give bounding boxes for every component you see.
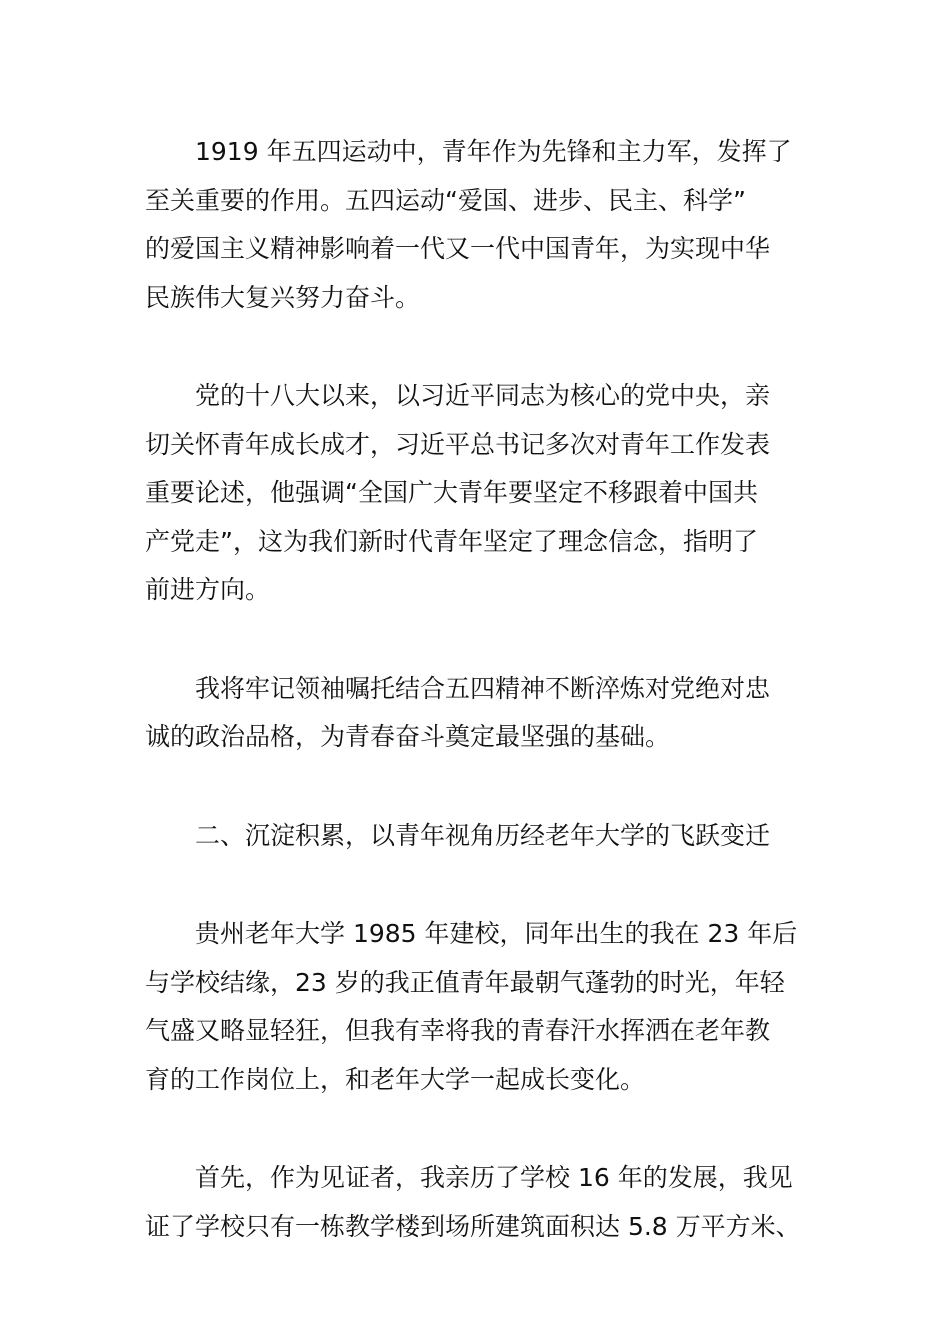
paragraph-line: 党的十八大以来，以习近平同志为核心的党中央，亲 <box>195 381 771 410</box>
paragraph-line: 证了学校只有一栋教学楼到场所建筑面积达 5.8 万平方米、 <box>145 1211 801 1241</box>
paragraph-line: 诚的政治品格，为青春奋斗奠定最坚强的基础。 <box>145 722 671 751</box>
paragraph-may-fourth <box>145 128 807 322</box>
paragraph-line: 1919 年五四运动中，青年作为先锋和主力军，发挥了 <box>195 137 792 166</box>
paragraph-pledge <box>145 665 807 762</box>
paragraph-line: 至关重要的作用。五四运动“爱国、进步、民主、科学” <box>145 185 746 215</box>
paragraph-party-congress <box>145 372 807 615</box>
section-heading-two <box>145 812 807 861</box>
paragraph-line: 民族伟大复兴努力奋斗。 <box>145 282 421 312</box>
paragraph-line: 产党走”，这为我们新时代青年坚定了理念信念，指明了 <box>145 526 758 556</box>
paragraph-university-history <box>145 910 807 1104</box>
paragraph-line: 育的工作岗位上，和老年大学一起成长变化。 <box>145 1064 646 1094</box>
paragraph-line: 的爱国主义精神影响着一代又一代中国青年，为实现中华 <box>145 234 771 263</box>
document-body <box>145 128 807 1301</box>
paragraph-line: 与学校结缘，23 岁的我正值青年最朝气蓬勃的时光，年轻 <box>145 967 785 997</box>
paragraph-witness <box>145 1154 807 1251</box>
paragraph-line: 气盛又略显轻狂，但我有幸将我的青春汗水挥洒在老年教 <box>145 1016 771 1045</box>
paragraph-line: 贵州老年大学 1985 年建校，同年出生的我在 23 年后 <box>195 919 798 948</box>
paragraph-line: 首先，作为见证者，我亲历了学校 16 年的发展，我见 <box>195 1163 793 1192</box>
paragraph-line: 前进方向。 <box>145 575 271 604</box>
paragraph-line: 重要论述，他强调“全国广大青年要坚定不移跟着中国共 <box>145 478 758 507</box>
section-heading-text: 二、沉淀积累，以青年视角历经老年大学的飞跃变迁 <box>195 820 771 850</box>
paragraph-line: 切关怀青年成长成才，习近平总书记多次对青年工作发表 <box>145 429 771 459</box>
paragraph-line: 我将牢记领袖嘱托结合五四精神不断淬炼对党绝对忠 <box>195 673 771 703</box>
